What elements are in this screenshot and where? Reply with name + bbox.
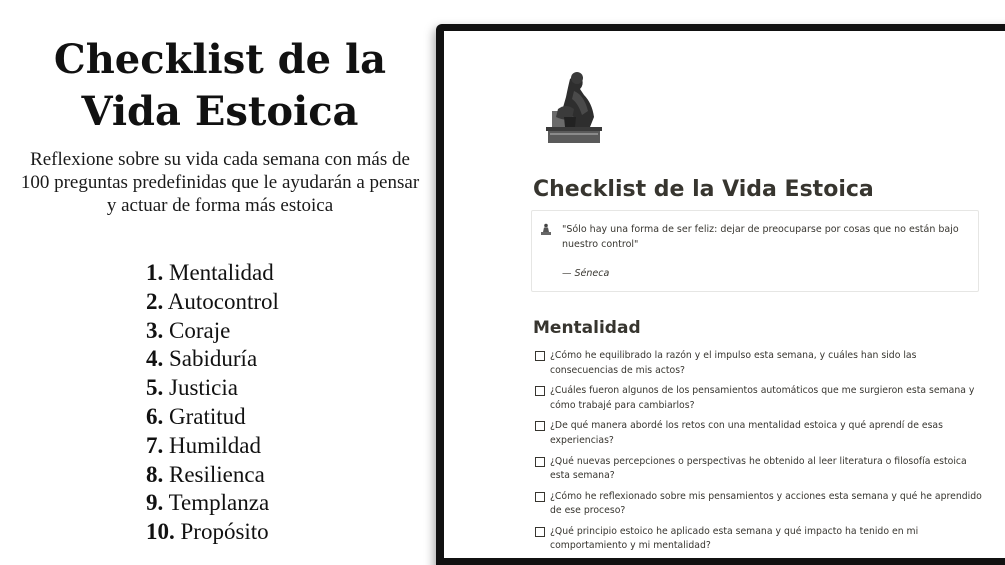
section-heading: Mentalidad [533, 318, 641, 338]
topic-number: 4. [146, 346, 164, 372]
topic-label: Coraje [169, 317, 231, 343]
topic-label: Humildad [169, 432, 261, 458]
topic-item [146, 374, 279, 403]
topic-item [146, 259, 279, 288]
todo-item [534, 419, 984, 454]
todo-checkbox[interactable] [535, 351, 545, 361]
topic-number: 2. [146, 288, 164, 314]
todo-checkbox[interactable] [535, 386, 545, 396]
topic-label: Justicia [169, 375, 238, 401]
topic-number: 5. [146, 375, 164, 401]
todo-text: ¿De qué manera abordé los retos con una mentalidad estoica y qué aprendí de esas experiencias? [550, 420, 943, 446]
todo-item [534, 384, 984, 419]
todo-item [534, 525, 984, 558]
topic-label: Templanza [168, 490, 270, 516]
todo-text: ¿Cómo he equilibrado la razón y el impulso esta semana, y cuáles han sido las consecuencias de mis actos? [550, 350, 917, 376]
topic-label: Mentalidad [169, 260, 274, 285]
todo-item [534, 490, 984, 525]
topic-number: 1. [146, 260, 164, 285]
todo-text: ¿Qué nuevas percepciones o perspectivas he obtenido al leer literatura o filosofía estoica esta semana? [550, 455, 967, 482]
topic-item [146, 403, 279, 432]
todo-text: ¿Cuáles fueron algunos de los pensamientos automáticos que me surgieron esta semana y cómo trabajé para cambiarlos? [550, 385, 975, 411]
todo-checkbox[interactable] [535, 421, 545, 431]
todo-item [534, 455, 984, 490]
topic-number: 10. [146, 519, 175, 545]
topic-number: 3. [146, 317, 164, 343]
topic-label: Sabiduría [169, 346, 258, 372]
topic-item [146, 345, 279, 374]
promo-panel [0, 0, 440, 565]
topic-list [146, 259, 279, 547]
todo-checkbox[interactable] [535, 492, 545, 502]
promo-title: Checklist de la Vida Estoica [53, 36, 387, 135]
promo-subtitle: Reflexione sobre su vida cada semana con más de 100 preguntas predefinidas que le ayudarán a pensar y actuar de forma más estoica [20, 149, 420, 216]
topic-number: 6. [146, 403, 164, 429]
topic-label: Resilienca [169, 461, 265, 487]
todo-checkbox[interactable] [535, 457, 545, 467]
todo-text: ¿Qué principio estoico he aplicado esta semana y qué impacto ha tenido en mi comportamiento y mi mentalidad? [550, 525, 919, 552]
todo-checkbox[interactable] [535, 527, 545, 537]
topic-number: 7. [146, 432, 164, 458]
topic-item [146, 461, 279, 490]
topic-label: Gratitud [169, 403, 246, 429]
quote-callout [531, 210, 979, 292]
topic-item [146, 317, 279, 346]
topic-item [146, 489, 279, 518]
topic-number: 8. [146, 461, 164, 487]
todo-item [534, 349, 984, 384]
quote-author: — Séneca [562, 268, 610, 279]
topic-number: 9. [146, 490, 164, 516]
statue-small-icon [540, 223, 552, 235]
notion-page[interactable] [444, 31, 1005, 558]
topic-item [146, 518, 279, 547]
todo-list [534, 349, 984, 558]
quote-text: "Sólo hay una forma de ser feliz: dejar de preocuparse por cosas que no están bajo nuestro control" [562, 224, 959, 250]
todo-text: ¿Cómo he reflexionado sobre mis pensamientos y acciones esta semana y qué he aprendido de ese proceso? [550, 490, 982, 517]
page-title: Checklist de la Vida Estoica [533, 177, 874, 202]
topic-item [146, 288, 279, 317]
stoic-statue-icon[interactable] [544, 69, 604, 145]
topic-label: Autocontrol [167, 288, 279, 314]
topic-item [146, 432, 279, 461]
topic-label: Propósito [180, 519, 269, 545]
